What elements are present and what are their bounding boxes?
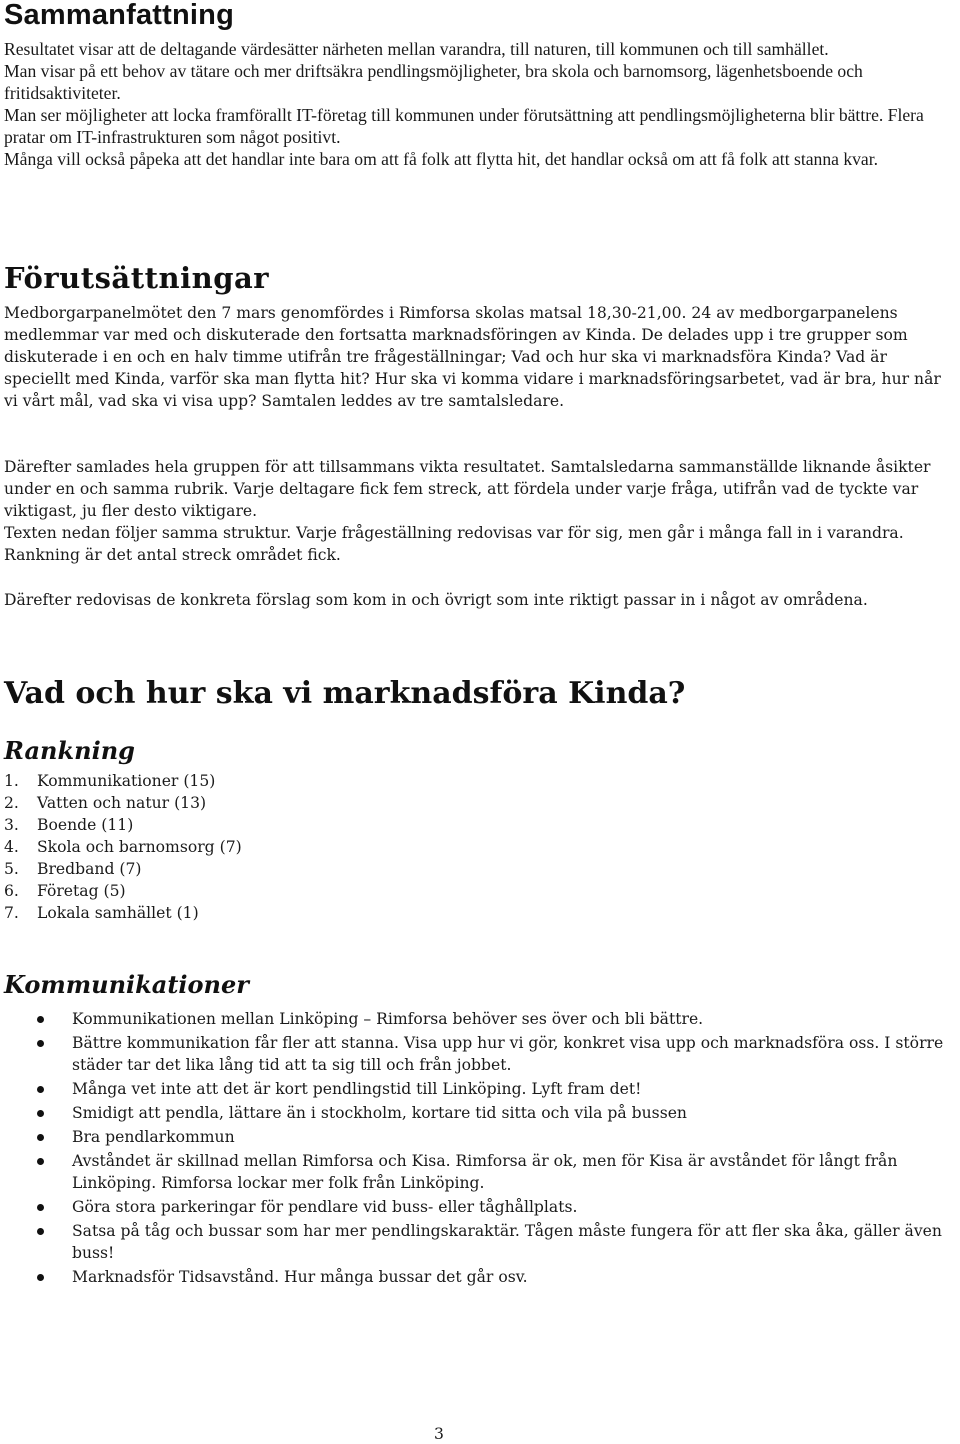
ranking-label: Företag (5) — [37, 882, 126, 900]
bullet-icon — [37, 1040, 44, 1047]
bullet-icon — [37, 1274, 44, 1281]
ranking-label: Skola och barnomsorg (7) — [37, 838, 242, 856]
prerequisites-block-1 — [4, 302, 958, 412]
bullet-icon — [37, 1086, 44, 1093]
ranking-label: Boende (11) — [37, 816, 134, 834]
ranking-label: Kommunikationer (15) — [37, 772, 216, 790]
communications-item — [30, 1196, 956, 1218]
prerequisites-paragraph: Därefter samlades hela gruppen för att tillsammans vikta resultatet. Samtalsledarna sammanställde liknande åsikter under en och samma rubrik. Varje deltagare fick fem streck, att fördela under varje fråga, utifrån vad de tyckte var viktigast, ju fler desto viktigare. — [4, 458, 931, 520]
ranking-number: 3. — [4, 816, 19, 834]
ranking-label: Bredband (7) — [37, 860, 142, 878]
summary-paragraph: Många vill också påpeka att det handlar inte bara om att få folk att flytta hit, det handlar också om att få folk att stanna kvar. — [4, 149, 879, 169]
communications-item — [30, 1102, 956, 1124]
bullet-icon — [37, 1110, 44, 1117]
bullet-icon — [37, 1204, 44, 1211]
communications-item-text: Kommunikationen mellan Linköping – Rimforsa behöver ses över och bli bättre. — [72, 1010, 704, 1028]
ranking-item — [4, 836, 242, 858]
communications-item — [30, 1220, 956, 1264]
communications-item — [30, 1032, 956, 1076]
summary-paragraph: Resultatet visar att de deltagande värdesätter närheten mellan varandra, till naturen, till kommunen och till samhället. — [4, 39, 829, 59]
communications-item — [30, 1150, 956, 1194]
ranking-number: 1. — [4, 772, 19, 790]
ranking-item — [4, 880, 242, 902]
communications-item — [30, 1078, 956, 1100]
communications-heading: Kommunikationer — [4, 970, 249, 999]
ranking-item — [4, 858, 242, 880]
communications-item-text: Satsa på tåg och bussar som har mer pendlingskaraktär. Tågen måste fungera för att fler ska åka, gäller även buss! — [72, 1222, 942, 1262]
communications-item-text: Smidigt att pendla, lättare än i stockholm, kortare tid sitta och vila på bussen — [72, 1104, 687, 1122]
communications-item — [30, 1008, 956, 1030]
communications-list — [30, 1008, 956, 1290]
prerequisites-paragraph: Texten nedan följer samma struktur. Varje frågeställning redovisas var för sig, men går i många fall in i varandra. Rankning är det antal streck området fick. — [4, 524, 904, 564]
summary-paragraph: Man ser möjligheter att locka framförallt IT-företag till kommunen under förutsättning att pendlingsmöjligheterna blir bättre. Flera pratar om IT-infrastrukturen som något positivt. — [4, 105, 924, 147]
prerequisites-block-2 — [4, 456, 958, 566]
prerequisites-paragraph: Därefter redovisas de konkreta förslag som kom in och övrigt som inte riktigt passar in i något av områdena. — [4, 591, 868, 609]
marketing-heading: Vad och hur ska vi marknadsföra Kinda? — [4, 676, 686, 711]
communications-item-text: Marknadsför Tidsavstånd. Hur många bussar det går osv. — [72, 1268, 528, 1286]
communications-item-text: Bättre kommunikation får fler att stanna. Visa upp hur vi gör, konkret visa upp och marknadsföra oss. I större städer tar det lika lång tid att ta sig till och från jobbet. — [72, 1034, 944, 1074]
communications-item — [30, 1126, 956, 1148]
ranking-item — [4, 792, 242, 814]
ranking-item — [4, 770, 242, 792]
bullet-icon — [37, 1228, 44, 1235]
communications-item-text: Göra stora parkeringar för pendlare vid buss- eller tåghållplats. — [72, 1198, 578, 1216]
summary-body — [4, 38, 954, 170]
communications-item-text: Avståndet är skillnad mellan Rimforsa och Kisa. Rimforsa är ok, men för Kisa är avståndet för långt från Linköping. Rimforsa lockar mer folk från Linköping. — [72, 1152, 898, 1192]
summary-paragraph: Man visar på ett behov av tätare och mer driftsäkra pendlingsmöjligheter, bra skola och barnomsorg, lägenhetsboende och fritidsaktiviteter. — [4, 61, 863, 103]
bullet-icon — [37, 1016, 44, 1023]
page-number: 3 — [434, 1425, 444, 1443]
prerequisites-paragraph: Medborgarpanelmötet den 7 mars genomfördes i Rimforsa skolas matsal 18,30-21,00. 24 av medborgarpanelens medlemmar var med och diskuterade den fortsatta marknadsföringen av Kinda. De delades upp i tre grupper som diskuterade i en och en halv timme utifrån tre frågeställningar; Vad och hur ska vi marknadsföra Kinda? Vad är speciellt med Kinda, varför ska man flytta hit? Hur ska vi komma vidare i marknadsföringsarbetet, vad är bra, hur når vi vårt mål, vad ska vi visa upp? Samtalen leddes av tre samtalsledare. — [4, 304, 941, 410]
ranking-heading: Rankning — [4, 736, 135, 765]
ranking-number: 2. — [4, 794, 19, 812]
ranking-label: Lokala samhället (1) — [37, 904, 199, 922]
ranking-item — [4, 814, 242, 836]
communications-item — [30, 1266, 956, 1288]
prerequisites-heading: Förutsättningar — [4, 261, 270, 295]
prerequisites-block-3 — [4, 589, 958, 611]
bullet-icon — [37, 1134, 44, 1141]
ranking-number: 4. — [4, 838, 19, 856]
ranking-number: 7. — [4, 904, 19, 922]
communications-item-text: Många vet inte att det är kort pendlingstid till Linköping. Lyft fram det! — [72, 1080, 642, 1098]
ranking-label: Vatten och natur (13) — [37, 794, 207, 812]
ranking-number: 5. — [4, 860, 19, 878]
ranking-number: 6. — [4, 882, 19, 900]
bullet-icon — [37, 1158, 44, 1165]
communications-item-text: Bra pendlarkommun — [72, 1128, 235, 1146]
ranking-list — [4, 770, 242, 924]
ranking-item — [4, 902, 242, 924]
summary-heading: Sammanfattning — [4, 0, 234, 31]
